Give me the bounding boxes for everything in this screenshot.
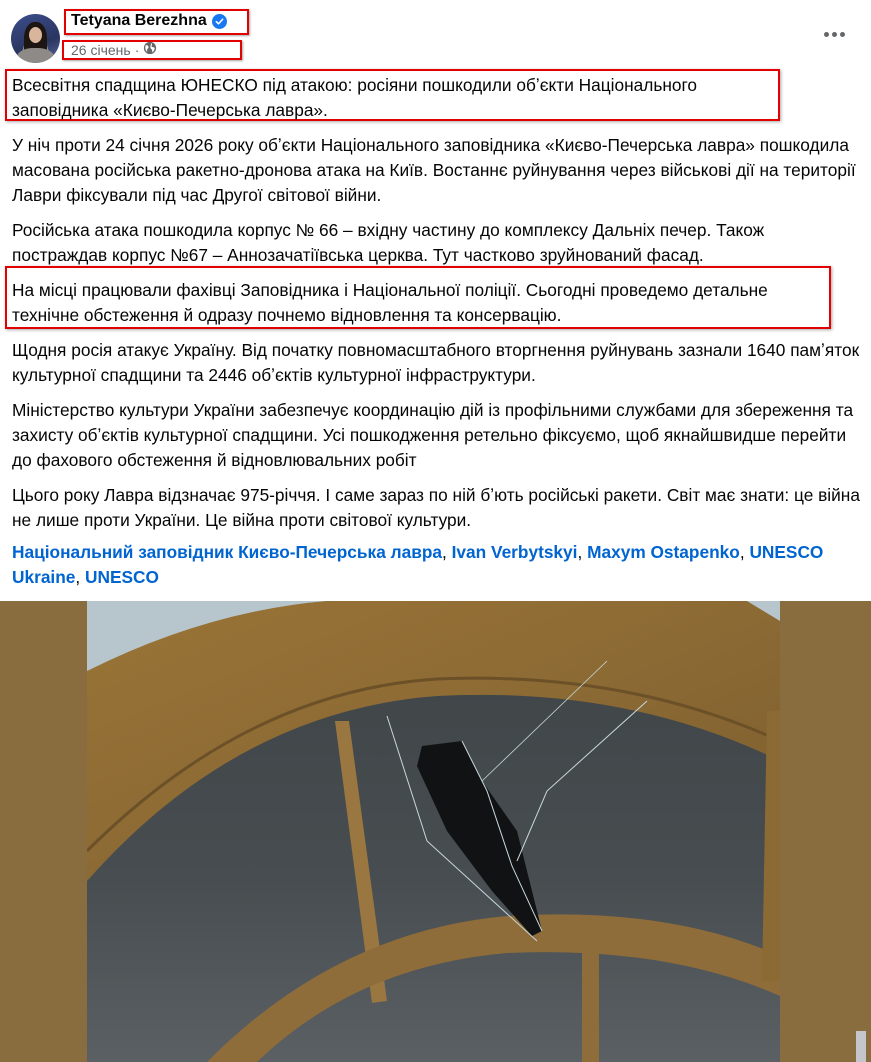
broken-window-image <box>87 601 780 1062</box>
tag-link-ivan-verbytskyi[interactable]: Ivan Verbytskyi <box>451 542 578 562</box>
page-scrollbar-thumb[interactable] <box>856 1031 866 1062</box>
tag-link-unesco[interactable]: UNESCO <box>85 567 159 587</box>
more-horizontal-icon-dot <box>824 32 829 37</box>
globe-icon[interactable] <box>143 41 157 58</box>
tag-separator: , <box>739 542 745 562</box>
author-avatar[interactable] <box>11 14 60 63</box>
author-name-link[interactable] <box>71 12 227 30</box>
post-header <box>0 0 871 66</box>
post-paragraph: У ніч проти 24 січня 2026 року обʼєкти Національного заповідника «Києво-Печерська лавра» пошкодила масована російська ракетно-дронова атака на Київ. Востаннє руйнування через військові дії на території Лаври фіксували під час Другої світової війни. <box>12 135 856 205</box>
tag-link-maxym-ostapenko[interactable]: Maxym Ostapenko <box>587 542 740 562</box>
post-options-button[interactable] <box>814 22 854 46</box>
meta-separator: · <box>134 41 140 58</box>
post-date-link[interactable]: 26 січень <box>71 41 131 58</box>
avatar-face <box>29 27 42 43</box>
post-paragraph: Російська атака пошкодила корпус № 66 – вхідну частину до комплексу Дальніх печер. Також постраждав корпус №67 – Аннозачатіївська церква. Тут частково зруйнований фасад. <box>12 220 765 265</box>
post-meta <box>71 41 157 58</box>
post-media <box>0 601 871 1062</box>
author-name: Tetyana Berezhna <box>71 12 207 29</box>
more-horizontal-icon-dot <box>840 32 845 37</box>
post-paragraph: Щодня росія атакує Україну. Від початку повномасштабного вторгнення руйнувань зазнали 1640 памʼяток культурної спадщини та 2446 обʼєктів культурної інфраструктури. <box>12 340 860 385</box>
tag-separator: , <box>75 567 81 587</box>
tagged-people-list <box>12 540 862 590</box>
avatar-shoulders <box>17 48 54 63</box>
post-photo[interactable] <box>87 601 780 1062</box>
post-paragraph-highlighted: На місці працювали фахівці Заповідника і Національної поліції. Сьогодні проведемо детальне технічне обстеження й одразу почнемо відновлення та консервацію. <box>12 280 768 325</box>
tag-link-unesco-ukraine[interactable]: UNESCO Ukraine <box>12 542 824 587</box>
post-paragraph: Цього року Лавра відзначає 975-річчя. І саме зараз по ній бʼють російські ракети. Світ має знати: це війна не лише проти України. Це війна проти світової культури. <box>12 485 860 530</box>
post-paragraph: Міністерство культури України забезпечує координацію дій із профільними службами для збереження та захисту обʼєктів культурної спадщини. Усі пошкодження ретельно фіксуємо, щоб якнайшвидше перейти до фахового обстеження й відновлювальних робіт <box>12 400 854 470</box>
verified-badge-icon <box>212 14 227 29</box>
post-paragraph-headline: Всесвітня спадщина ЮНЕСКО під атакою: росіяни пошкодили обʼєкти Національного заповідника «Києво-Печерська лавра». <box>12 75 698 120</box>
tag-link-lavra[interactable]: Національний заповідник Києво-Печерська лавра <box>12 542 442 562</box>
more-horizontal-icon-dot <box>832 32 837 37</box>
tag-separator: , <box>577 542 583 562</box>
tag-separator: , <box>441 542 447 562</box>
